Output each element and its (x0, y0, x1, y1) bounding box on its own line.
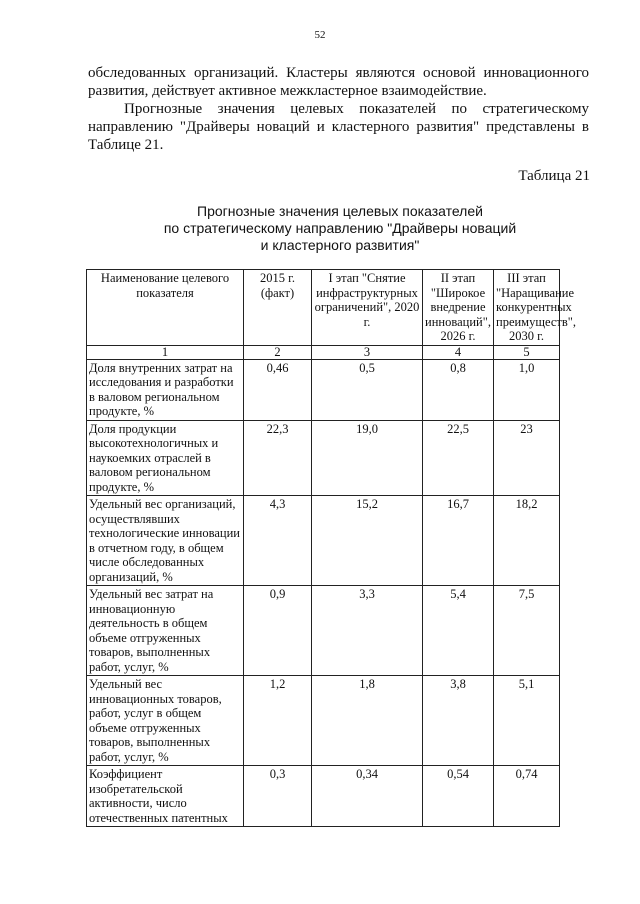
value-cell: 22,5 (423, 420, 494, 496)
header-stage-1-2020: I этап "Снятие инфраструктурных ограничений", 2020 г. (312, 270, 423, 346)
value-cell: 0,8 (423, 359, 494, 420)
table-header-row (87, 270, 560, 346)
value-cell: 1,8 (312, 676, 423, 766)
value-cell: 0,5 (312, 359, 423, 420)
column-number: 3 (312, 345, 423, 359)
column-number-row (87, 345, 560, 359)
intro-paragraph-2: Прогнозные значения целевых показателей по стратегическому направлению "Драйверы новаций и кластерного развития" представлены в Таблице 21. (88, 101, 589, 153)
table-row (87, 420, 560, 496)
table-title (120, 203, 560, 254)
indicator-name-cell: Доля внутренних затрат на исследования и разработки в валовом региональном продукте, % (87, 359, 244, 420)
table-caption: Таблица 21 (518, 168, 590, 184)
table-title-line-2: по стратегическому направлению "Драйверы новаций (163, 220, 517, 236)
intro-paragraph-1: обследованных организаций. Кластеры являются основой инновационного развития, действует активное межкластерное взаимодействие. (88, 65, 589, 99)
indicator-name-cell: Коэффициент изобретательской активности, число отечественных патентных (87, 766, 244, 827)
value-cell: 15,2 (312, 496, 423, 586)
value-cell: 0,54 (423, 766, 494, 827)
value-cell: 0,3 (244, 766, 312, 827)
column-number: 2 (244, 345, 312, 359)
indicator-name-cell: Удельный вес затрат на инновационную деятельность в общем объеме отгруженных товаров, выполненных работ, услуг, % (87, 586, 244, 676)
value-cell: 0,46 (244, 359, 312, 420)
table-title-line-1: Прогнозные значения целевых показателей (197, 203, 483, 219)
value-cell: 23 (494, 420, 560, 496)
header-stage-3-2030: III этап "Наращивание конкурентных преимуществ", 2030 г. (494, 270, 560, 346)
value-cell: 0,74 (494, 766, 560, 827)
table-row (87, 496, 560, 586)
value-cell: 1,2 (244, 676, 312, 766)
value-cell: 16,7 (423, 496, 494, 586)
value-cell: 3,8 (423, 676, 494, 766)
table-title-line-3: и кластерного развития" (260, 237, 420, 253)
table-row (87, 359, 560, 420)
value-cell: 1,0 (494, 359, 560, 420)
value-cell: 0,9 (244, 586, 312, 676)
column-number: 1 (87, 345, 244, 359)
value-cell: 19,0 (312, 420, 423, 496)
indicator-name-cell: Удельный вес организаций, осуществлявших технологические инновации в отчетном году, в общем числе обследованных организаций, % (87, 496, 244, 586)
value-cell: 4,3 (244, 496, 312, 586)
header-indicator-name: Наименование целевого показателя (87, 270, 244, 346)
value-cell: 5,4 (423, 586, 494, 676)
value-cell: 22,3 (244, 420, 312, 496)
value-cell: 0,34 (312, 766, 423, 827)
table-row (87, 766, 560, 827)
table-row (87, 676, 560, 766)
indicators-table (86, 269, 576, 827)
value-cell: 5,1 (494, 676, 560, 766)
indicator-name-cell: Удельный вес инновационных товаров, работ, услуг в общем объеме отгруженных товаров, выполненных работ, услуг, % (87, 676, 244, 766)
page-number: 52 (314, 29, 326, 41)
column-number: 5 (494, 345, 560, 359)
indicator-name-cell: Доля продукции высокотехнологичных и наукоемких отраслей в валовом региональном продукте, % (87, 420, 244, 496)
column-number: 4 (423, 345, 494, 359)
table-row (87, 586, 560, 676)
intro-text (88, 64, 589, 154)
value-cell: 18,2 (494, 496, 560, 586)
value-cell: 3,3 (312, 586, 423, 676)
value-cell: 7,5 (494, 586, 560, 676)
header-stage-2-2026: II этап "Широкое внедрение инноваций", 2026 г. (423, 270, 494, 346)
header-2015-fact: 2015 г. (факт) (244, 270, 312, 346)
